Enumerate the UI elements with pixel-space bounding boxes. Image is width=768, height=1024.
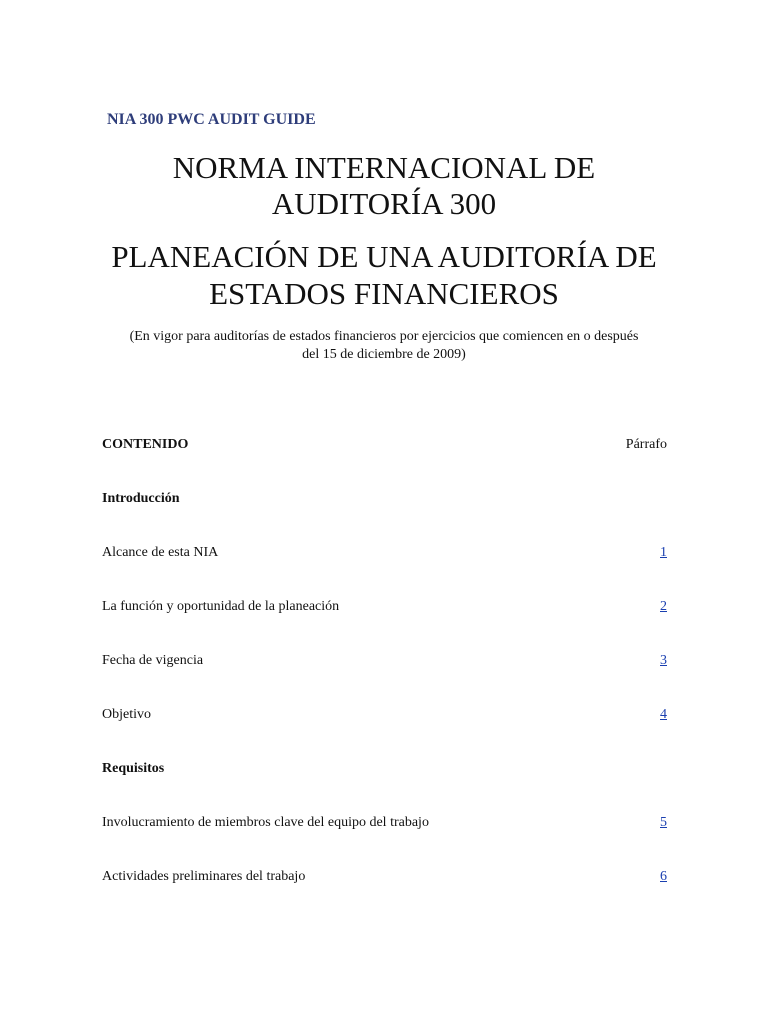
toc-paragraph-link[interactable]: 1	[660, 545, 667, 560]
effective-date-note-line1: (En vigor para auditorías de estados financieros por ejercicios que comiencen en o después	[129, 329, 639, 344]
toc-entry-label: Involucramiento de miembros clave del equipo del trabajo	[102, 815, 429, 830]
toc-entry	[102, 706, 667, 724]
toc-paragraph-link[interactable]: 4	[660, 707, 667, 722]
toc-entry	[102, 544, 667, 562]
toc-paragraph-link[interactable]: 2	[660, 599, 667, 614]
toc-paragraph-link[interactable]: 5	[660, 815, 667, 830]
toc-entry-label: Fecha de vigencia	[102, 653, 204, 668]
toc-entry	[102, 598, 667, 616]
document-subject	[0, 238, 768, 312]
guide-title: NIA 300 PWC AUDIT GUIDE	[107, 111, 316, 128]
effective-date-note-line2: del 15 de diciembre de 2009)	[302, 347, 466, 362]
contents-heading: CONTENIDO	[102, 437, 189, 452]
toc-entry	[102, 814, 667, 832]
toc-entry-label: Actividades preliminares del trabajo	[102, 869, 306, 884]
toc-paragraph-link[interactable]: 6	[660, 869, 667, 884]
section-heading-requisitos	[102, 760, 667, 778]
document-title-line1: NORMA INTERNACIONAL DE	[172, 150, 596, 185]
section-heading-label: Introducción	[102, 491, 180, 506]
toc-entry-label: La función y oportunidad de la planeación	[102, 599, 340, 614]
document-subject-line2: ESTADOS FINANCIEROS	[209, 276, 559, 311]
document-subject-line1: PLANEACIÓN DE UNA AUDITORÍA DE	[111, 239, 657, 274]
effective-date-note	[100, 328, 668, 364]
document-title	[0, 150, 768, 222]
contents-header-row	[102, 436, 667, 454]
toc-entry-label: Objetivo	[102, 707, 151, 722]
section-heading-introduccion	[102, 490, 667, 508]
toc-paragraph-link[interactable]: 3	[660, 653, 667, 668]
toc-entry	[102, 652, 667, 670]
paragraph-column-label: Párrafo	[625, 437, 667, 452]
document-title-line2: AUDITORÍA 300	[271, 186, 497, 221]
toc-entry	[102, 868, 667, 886]
toc-entry-label: Alcance de esta NIA	[102, 545, 219, 560]
section-heading-label: Requisitos	[102, 761, 165, 776]
